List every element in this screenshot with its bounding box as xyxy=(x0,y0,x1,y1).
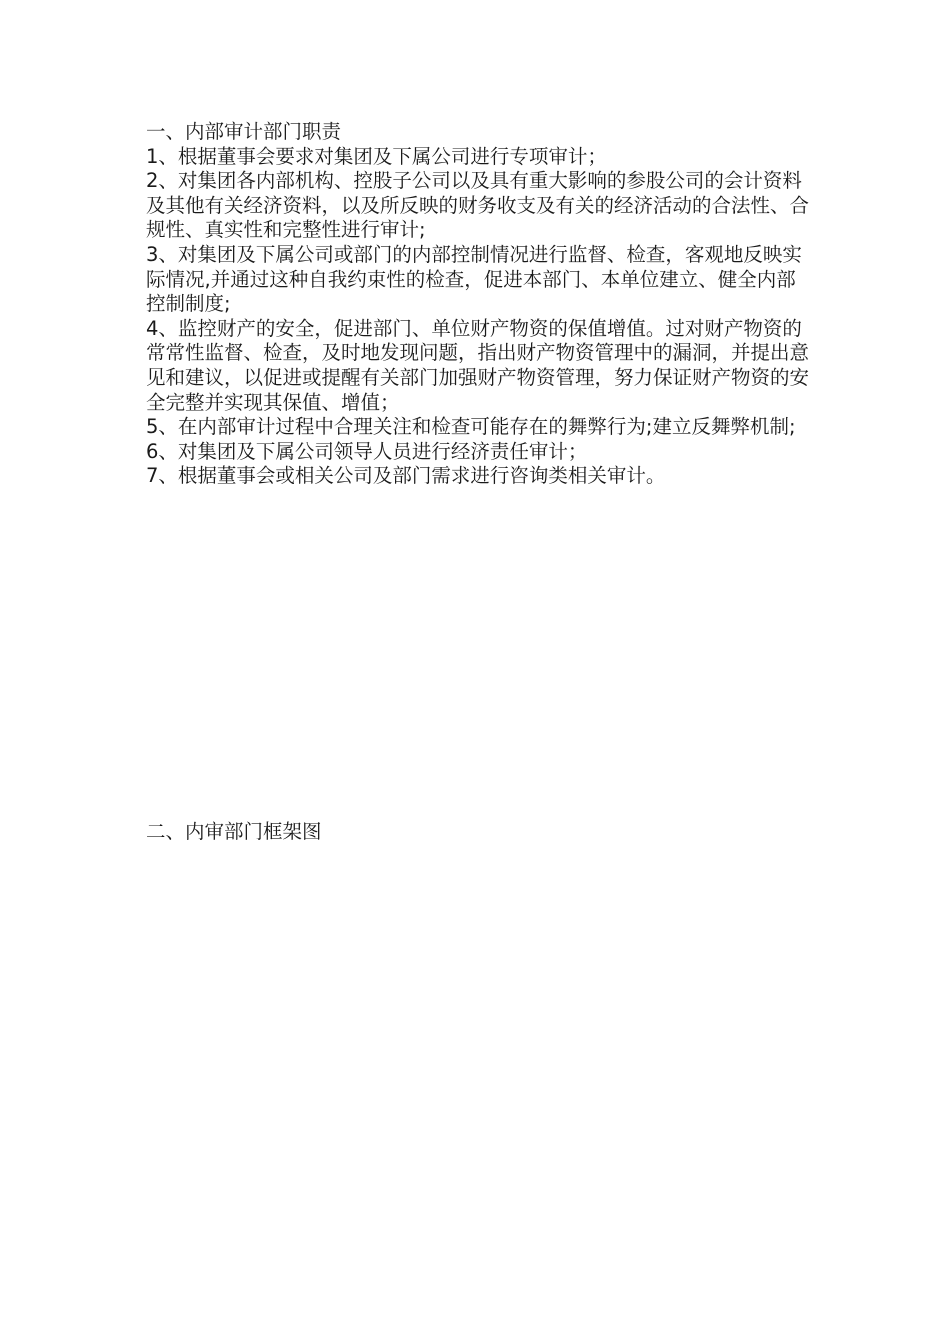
duty-item-3: 3、对集团及下属公司或部门的内部控制情况进行监督、检查，客观地反映实际情况,并通过这种自我约束性的检查，促进本部门、本单位建立、健全内部控制制度; xyxy=(146,242,802,316)
duty-item-2: 2、对集团各内部机构、控股子公司以及具有重大影响的参股公司的会计资料及其他有关经济资料，以及所反映的财务收支及有关的经济活动的合法性、合规性、真实性和完整性进行审计; xyxy=(146,169,810,242)
section-heading-duties: 一、内部审计部门职责 xyxy=(146,120,342,143)
section-org-chart xyxy=(146,820,810,845)
duty-item-7: 7、根据董事会或相关公司及部门需求进行咨询类相关审计。 xyxy=(146,464,666,488)
duty-item-5: 5、在内部审计过程中合理关注和检查可能存在的舞弊行为;建立反舞弊机制; xyxy=(146,415,796,439)
section-duties xyxy=(146,120,810,489)
duty-item-6: 6、对集团及下属公司领导人员进行经济责任审计； xyxy=(146,439,588,463)
section-heading-org-chart: 二、内审部门框架图 xyxy=(146,820,322,843)
duty-item-4: 4、监控财产的安全，促进部门、单位财产物资的保值增值。过对财产物资的常常性监督、检查，及时地发现问题，指出财产物资管理中的漏洞，并提出意见和建议，以促进或提醒有关部门加强财产物资管理，努力保证财产物资的安全完整并实现其保值、增值； xyxy=(146,316,810,414)
duty-item-1: 1、根据董事会要求对集团及下属公司进行专项审计； xyxy=(146,144,607,168)
